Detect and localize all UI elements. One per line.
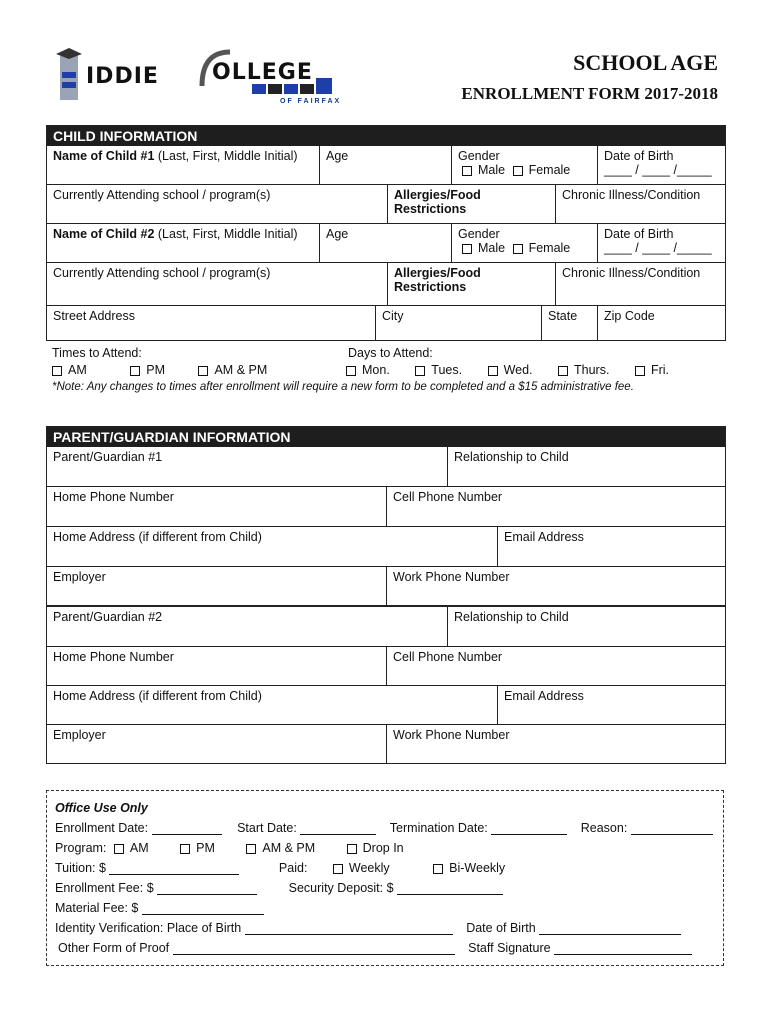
parent1-home-address-field[interactable] [47,527,497,566]
program-ampm-checkbox[interactable] [246,844,256,854]
thurs-checkbox[interactable] [558,366,568,376]
program-am-checkbox[interactable] [114,844,124,854]
female-checkbox[interactable] [513,166,523,176]
city-field[interactable] [375,306,541,340]
parent1-email-field[interactable] [497,527,725,566]
relationship-label: Relationship to Child [454,450,569,464]
work-phone-label: Work Phone Number [393,570,510,584]
work-phone-label: Work Phone Number [393,728,510,742]
child2-details-row [47,262,725,305]
age-label: Age [326,227,349,241]
office-dob-label: Date of Birth [466,921,536,935]
enrollment-date-label: Enrollment Date: [55,821,149,835]
street-address-field[interactable] [47,306,375,340]
allergies-label: Allergies/Food Restrictions [394,266,481,294]
parent2-email-field[interactable] [497,686,725,724]
program-dropin-checkbox[interactable] [347,844,357,854]
child1-dob-field[interactable] [597,146,725,184]
parent2-relationship-field[interactable] [447,607,725,646]
tues-checkbox[interactable] [415,366,425,376]
parent1-name-row [47,447,725,486]
parent-information-section [46,426,726,764]
parent2-employer-field[interactable] [47,725,386,763]
home-address-label: Home Address (if different from Child) [53,530,262,544]
attendance-block [52,346,724,398]
material-fee-line [55,901,264,915]
dob-blank: ____ / ____ /_____ [604,241,712,255]
change-fee-note: *Note: Any changes to times after enrollment will require a new form to be completed and a $15 administrative fee. [52,381,634,393]
fees-line [55,881,503,895]
child1-details-row [47,184,725,223]
form-title: SCHOOL AGE [573,50,718,75]
child1-name-field[interactable] [47,146,319,184]
email-label: Email Address [504,530,584,544]
female-label: Female [528,163,571,177]
parent1-work-phone-field[interactable] [386,567,725,605]
logo-subtitle: OF FAIRFAX [280,98,342,105]
reason-label: Reason: [580,821,628,835]
pm-label: PM [146,363,165,377]
parent2-home-phone-field[interactable] [47,647,386,685]
child1-name-hint: (Last, First, Middle Initial) [154,149,298,163]
enrollment-date-blank[interactable] [152,822,222,835]
fri-checkbox[interactable] [635,366,645,376]
home-address-label: Home Address (if different from Child) [53,689,262,703]
times-options [52,363,267,377]
attending-label: Currently Attending school / program(s) [53,188,271,202]
cell-phone-label: Cell Phone Number [393,490,503,504]
male-label: Male [478,241,506,255]
child1-name-label: Name of Child #1 [53,149,155,163]
child2-gender-field [451,224,597,262]
parent2-employer-row [47,724,725,763]
female-checkbox[interactable] [513,244,523,254]
staff-signature-label: Staff Signature [468,941,551,955]
dates-line [55,821,713,835]
parent1-relationship-field[interactable] [447,447,725,486]
street-label: Street Address [53,309,135,323]
program-am-label: AM [129,841,149,855]
home-phone-label: Home Phone Number [53,650,174,664]
logo [52,46,352,108]
reason-blank[interactable] [631,822,713,835]
staff-signature-blank[interactable] [554,942,692,955]
child2-row [47,223,725,262]
place-of-birth-blank[interactable] [245,922,453,935]
logo-word-2: OLLEGE [212,60,313,85]
attending-label: Currently Attending school / program(s) [53,266,271,280]
program-line [55,841,404,855]
parent1-home-phone-field[interactable] [47,487,386,526]
city-label: City [382,309,404,323]
employer-label: Employer [53,570,106,584]
parent1-cell-phone-field[interactable] [386,487,725,526]
program-pm-label: PM [196,841,215,855]
parent2-address-row [47,685,725,724]
child1-row [47,146,725,184]
child2-name-label: Name of Child #2 [53,227,155,241]
email-label: Email Address [504,689,584,703]
start-date-blank[interactable] [300,822,376,835]
child2-name-field[interactable] [47,224,319,262]
child1-gender-field [451,146,597,184]
child2-dob-field[interactable] [597,224,725,262]
zip-label: Zip Code [604,309,655,323]
biweekly-label: Bi-Weekly [449,861,506,875]
cell-phone-label: Cell Phone Number [393,650,503,664]
fri-label: Fri. [650,363,669,377]
parent1-address-row [47,526,725,566]
ampm-checkbox[interactable] [198,366,208,376]
male-label: Male [478,163,506,177]
parent2-cell-phone-field[interactable] [386,647,725,685]
am-checkbox[interactable] [52,366,62,376]
chronic-label: Chronic Illness/Condition [562,188,701,202]
child2-chronic-field[interactable] [555,263,725,305]
biweekly-checkbox[interactable] [433,864,443,874]
security-deposit-label: Security Deposit: $ [288,881,394,895]
program-dropin-label: Drop In [362,841,404,855]
parent1-employer-row [47,566,725,605]
parent2-work-phone-field[interactable] [386,725,725,763]
state-field[interactable] [541,306,597,340]
tuition-blank[interactable] [109,862,239,875]
child2-attending-field[interactable] [47,263,387,305]
office-use-box [46,790,724,966]
weekly-label: Weekly [348,861,390,875]
section-heading: CHILD INFORMATION [47,126,725,146]
parent1-employer-field[interactable] [47,567,386,605]
form-subtitle: ENROLLMENT FORM 2017-2018 [461,84,718,103]
child2-name-hint: (Last, First, Middle Initial) [154,227,298,241]
enrollment-fee-blank[interactable] [157,882,257,895]
office-dob-blank[interactable] [539,922,681,935]
address-row [47,305,725,340]
start-date-label: Start Date: [237,821,297,835]
other-proof-label: Other Form of Proof [58,941,170,955]
security-deposit-blank[interactable] [397,882,503,895]
times-label: Times to Attend: [52,346,142,360]
parent1-phone-row [47,486,725,526]
ampm-label: AM & PM [214,363,268,377]
parent2-name-row [47,605,725,646]
material-fee-blank[interactable] [142,902,264,915]
state-label: State [548,309,578,323]
mon-label: Mon. [362,363,390,377]
male-checkbox[interactable] [462,166,472,176]
days-options [342,363,669,377]
proof-line [55,941,692,955]
chronic-label: Chronic Illness/Condition [562,266,701,280]
paid-label: Paid: [278,861,308,875]
program-pm-checkbox[interactable] [180,844,190,854]
parent2-phone-row [47,646,725,685]
pm-checkbox[interactable] [130,366,140,376]
child-information-section [46,125,726,341]
program-label: Program: [55,841,107,855]
dob-label: Date of Birth [604,149,674,163]
identity-label: Identity Verification: Place of Birth [55,921,242,935]
am-label: AM [68,363,87,377]
employer-label: Employer [53,728,106,742]
other-proof-blank[interactable] [173,942,455,955]
male-checkbox[interactable] [462,244,472,254]
office-use-title: Office Use Only [55,801,148,815]
relationship-label: Relationship to Child [454,610,569,624]
child1-chronic-field[interactable] [555,185,725,223]
dob-blank: ____ / ____ /_____ [604,163,712,177]
child1-attending-field[interactable] [47,185,387,223]
wed-label: Wed. [503,363,533,377]
days-label: Days to Attend: [348,346,433,360]
identity-line [55,921,681,935]
home-phone-label: Home Phone Number [53,490,174,504]
logo-word-1: IDDIE [86,64,159,89]
parent2-name-field[interactable] [47,607,447,646]
parent1-label: Parent/Guardian #1 [53,450,163,464]
section-heading: PARENT/GUARDIAN INFORMATION [47,427,725,447]
termination-date-label: Termination Date: [389,821,488,835]
parent2-label: Parent/Guardian #2 [53,610,163,624]
child2-allergies-field[interactable] [387,263,555,305]
tuition-label: Tuition: $ [55,861,106,875]
tues-label: Tues. [431,363,463,377]
parent2-home-address-field[interactable] [47,686,497,724]
child2-age-field[interactable] [319,224,451,262]
mon-checkbox[interactable] [346,366,356,376]
female-label: Female [528,241,571,255]
dob-label: Date of Birth [604,227,674,241]
gender-label: Gender [458,227,500,241]
child1-age-field[interactable] [319,146,451,184]
weekly-checkbox[interactable] [333,864,343,874]
termination-date-blank[interactable] [491,822,567,835]
enrollment-fee-label: Enrollment Fee: $ [55,881,154,895]
tuition-line [55,861,505,875]
child1-allergies-field[interactable] [387,185,555,223]
wed-checkbox[interactable] [488,366,498,376]
allergies-label: Allergies/Food Restrictions [394,188,481,216]
age-label: Age [326,149,349,163]
zip-field[interactable] [597,306,725,340]
program-ampm-label: AM & PM [262,841,316,855]
gender-label: Gender [458,149,500,163]
material-fee-label: Material Fee: $ [55,901,139,915]
parent1-name-field[interactable] [47,447,447,486]
thurs-label: Thurs. [574,363,610,377]
